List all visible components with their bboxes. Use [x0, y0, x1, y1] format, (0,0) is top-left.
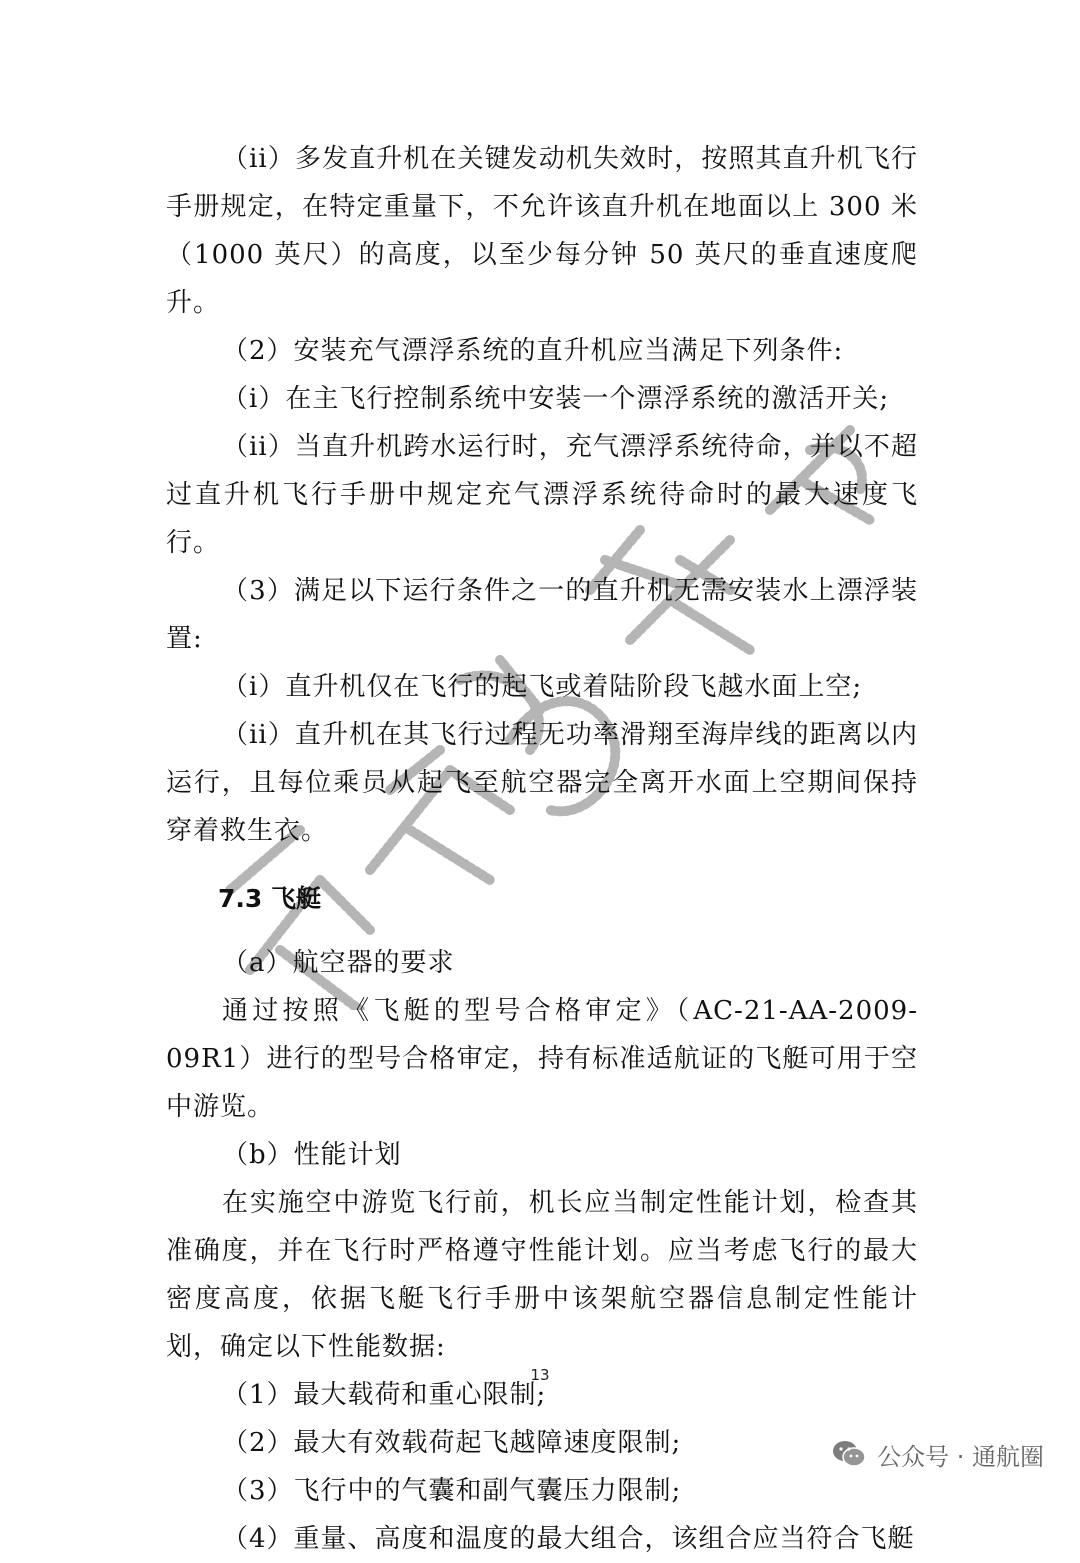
page-number: 13 [530, 1366, 550, 1384]
section-heading: 7.3 飞艇 [218, 884, 321, 913]
paragraph: （b）性能计划 [222, 1140, 402, 1170]
paragraph: （i）直升机仅在飞行的起飞或着陆阶段飞越水面上空; [222, 672, 863, 702]
wechat-footer [831, 1436, 1044, 1472]
paragraph: （1）最大载荷和重心限制; [222, 1380, 547, 1410]
paragraph: （3）飞行中的气囊和副气囊压力限制; [222, 1476, 682, 1506]
paragraph: （2）最大有效载荷起飞越障速度限制; [222, 1428, 682, 1458]
paragraph: （i）在主飞行控制系统中安装一个漂浮系统的激活开关; [222, 384, 890, 414]
footer-text: 公众号 · 通航圈 [877, 1442, 1044, 1471]
paragraph: 通过按照《飞艇的型号合格审定》（AC-21-AA-2009-09R1）进行的型号合格审定，持有标准适航证的飞艇可用于空中游览。 [166, 996, 918, 1122]
paragraph: （ii）直升机在其飞行过程无功率滑翔至海岸线的距离以内运行，且每位乘员从起飞至航空器完全离开水面上空期间保持穿着救生衣。 [166, 720, 918, 846]
wechat-icon [831, 1436, 867, 1472]
paragraph: 在实施空中游览飞行前，机长应当制定性能计划，检查其准确度，并在飞行时严格遵守性能计划。应当考虑飞行的最大密度高度，依据飞艇飞行手册中该架航空器信息制定性能计划，确定以下性能数据: [166, 1188, 918, 1362]
paragraph: （ii）多发直升机在关键发动机失效时，按照其直升机飞行手册规定，在特定重量下，不允许该直升机在地面以上 300 米（1000 英尺）的高度，以至少每分钟 50 英尺的垂直速度爬升。 [166, 144, 918, 318]
paragraph: （a）航空器的要求 [222, 948, 455, 978]
paragraph: （ii）当直升机跨水运行时，充气漂浮系统待命，并以不超过直升机飞行手册中规定充气漂浮系统待命时的最大速度飞行。 [166, 432, 918, 558]
paragraph: （2）安装充气漂浮系统的直升机应当满足下列条件: [222, 336, 844, 366]
paragraph: （3）满足以下运行条件之一的直升机无需安装水上漂浮装置: [166, 576, 918, 654]
document-body [166, 135, 918, 1563]
paragraph: （4）重量、高度和温度的最大组合，该组合应当符合飞艇 [222, 1524, 915, 1554]
